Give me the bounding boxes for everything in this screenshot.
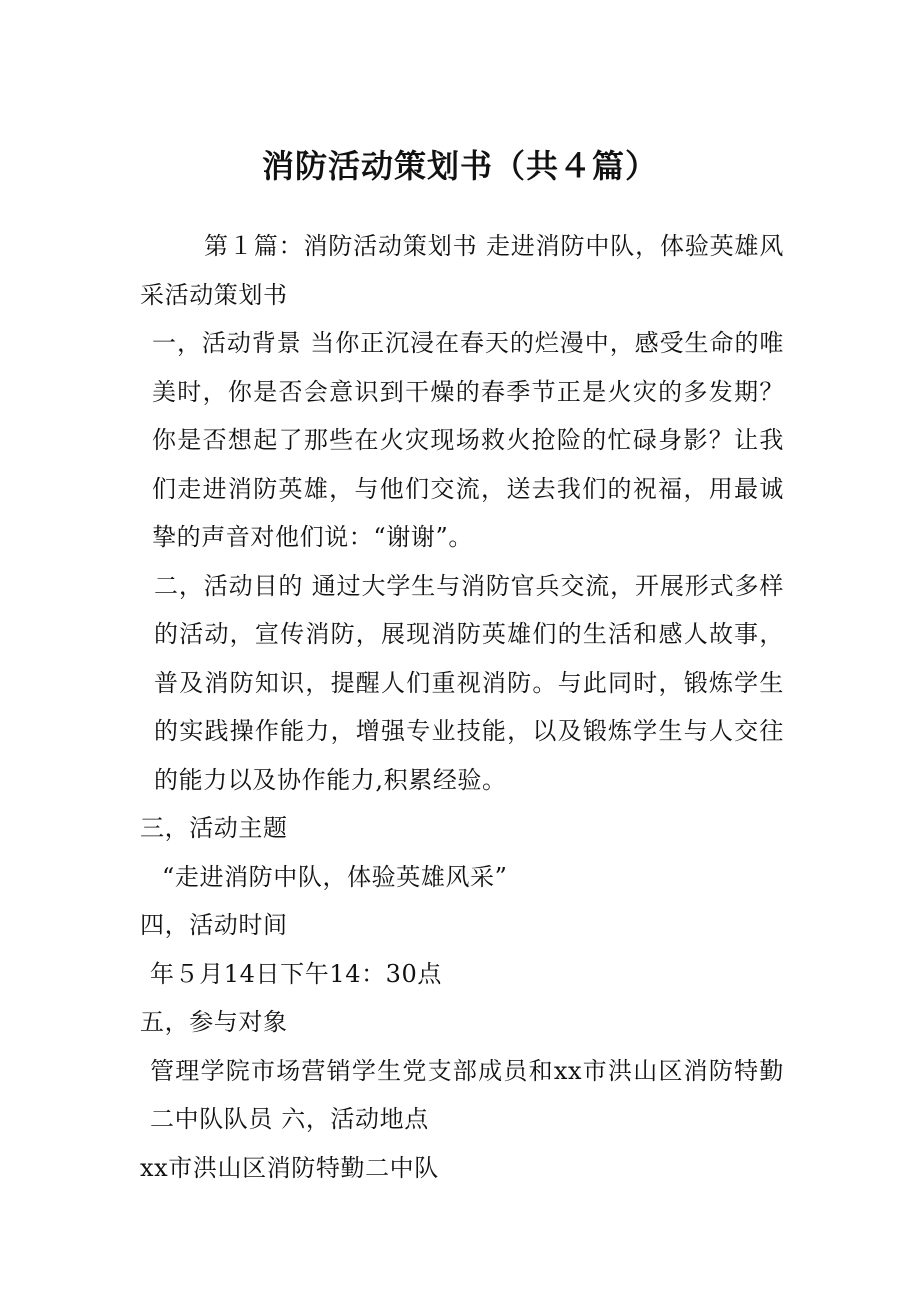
- paragraph-background: 一，活动背景 当你正沉浸在春天的烂漫中，感受生命的唯美时，你是否会意识到干燥的春季节正是火灾的多发期？你是否想起了那些在火灾现场救火抢险的忙碌身影？让我们走进消防英雄，与他们交流，送去我们的祝福，用最诚挚的声音对他们说：“谢谢”。: [152, 329, 784, 551]
- paragraph-participants-heading: 五，参与对象: [140, 1008, 288, 1036]
- paragraph-chapter-heading: 第１篇：消防活动策划书 走进消防中队，体验英雄风采活动策划书: [140, 232, 784, 309]
- paragraph-purpose: 二，活动目的 通过大学生与消防官兵交流，开展形式多样的活动，宣传消防，展现消防英雄们的生活和感人故事，普及消防知识，提醒人们重视消防。与此同时，锻炼学生的实践操作能力，增强专业技能，以及锻炼学生与人交往的能力以及协作能力,积累经验。: [154, 571, 784, 794]
- paragraph-time: 年５月14日下午14：30点: [150, 959, 443, 988]
- paragraph-theme-heading: 三，活动主题: [140, 814, 288, 842]
- paragraph-participants: 管理学院市场营销学生党支部成员和xx市洪山区消防特勤二中队队员 六，活动地点: [150, 1056, 784, 1133]
- paragraph-theme: “走进消防中队，体验英雄风采”: [162, 862, 508, 891]
- document-title: 消防活动策划书（共４篇）: [261, 147, 658, 185]
- paragraph-time-heading: 四，活动时间: [140, 911, 288, 939]
- paragraph-location: xx市洪山区消防特勤二中队: [140, 1153, 439, 1182]
- document-body: [140, 222, 784, 1192]
